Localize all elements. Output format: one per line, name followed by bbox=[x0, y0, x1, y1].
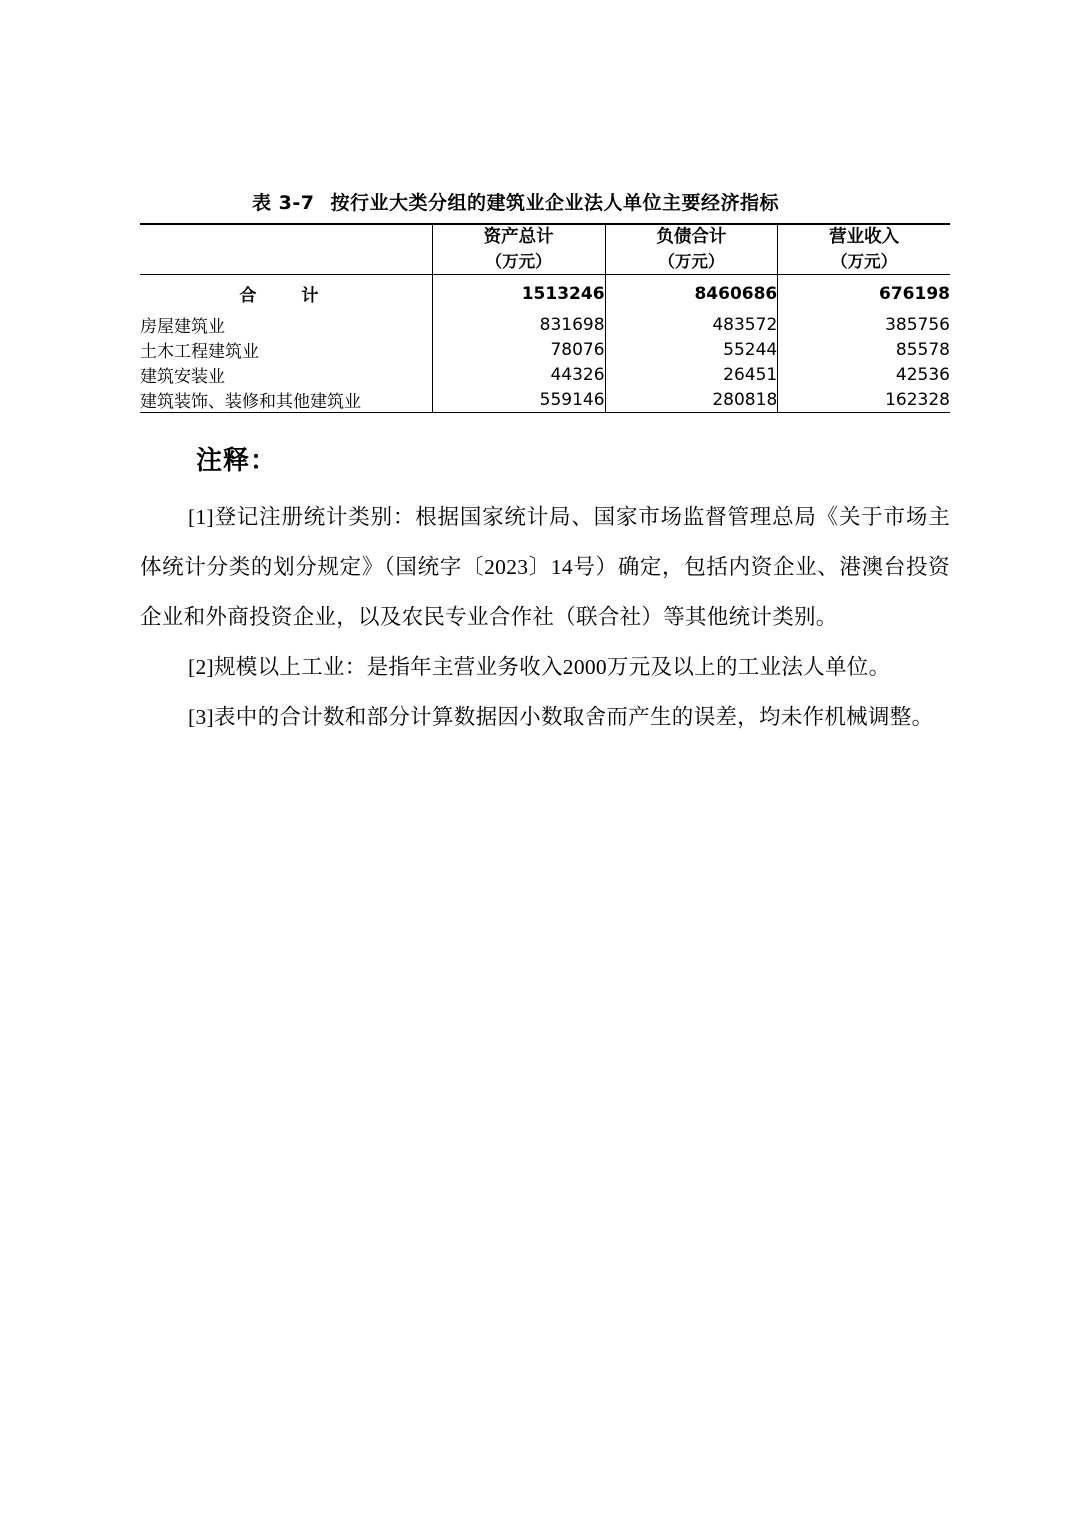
table-header-row bbox=[140, 224, 950, 275]
table-header-assets-label: 资产总计 bbox=[483, 227, 554, 247]
table-row bbox=[140, 337, 950, 362]
row-liabilities-4: 280818 bbox=[605, 387, 778, 413]
table-header-revenue-unit: （万元） bbox=[831, 252, 898, 272]
row-label-total: 合 计 bbox=[140, 275, 432, 313]
table-header-liabilities bbox=[605, 224, 778, 275]
table-header-revenue bbox=[778, 224, 950, 275]
table-bottom-rule bbox=[605, 413, 778, 414]
table-bottom-rule-row bbox=[140, 413, 950, 414]
statistics-table bbox=[140, 223, 950, 413]
notes-title: 注释： bbox=[196, 446, 278, 476]
table-caption-title: 按行业大类分组的建筑业企业法人单位主要经济指标 bbox=[330, 192, 779, 214]
table-body bbox=[140, 275, 950, 414]
row-label-2: 土木工程建筑业 bbox=[140, 342, 259, 363]
row-revenue-4: 162328 bbox=[778, 387, 950, 413]
table-bottom-rule bbox=[432, 413, 605, 414]
table-row bbox=[140, 362, 950, 387]
table-caption-number: 表 3-7 bbox=[252, 192, 315, 214]
note-item-2: [2]规模以上工业：是指年主营业务收入2000万元及以上的工业法人单位。 bbox=[188, 655, 891, 679]
row-assets-2: 78076 bbox=[432, 337, 605, 362]
row-liabilities-3: 26451 bbox=[605, 362, 778, 387]
table-row bbox=[140, 275, 950, 313]
row-liabilities-total: 8460686 bbox=[605, 275, 778, 313]
table-bottom-rule bbox=[778, 413, 950, 414]
row-liabilities-1: 483572 bbox=[605, 312, 778, 337]
note-item-1: [1]登记注册统计类别：根据国家统计局、国家市场监督管理总局《关于市场主体统计分类的划分规定》（国统字〔2023〕14号）确定，包括内资企业、港澳台投资企业和外商投资企业，以及农民专业合作社（联合社）等其他统计类别。 bbox=[140, 505, 950, 629]
note-item-3: [3]表中的合计数和部分计算数据因小数取舍而产生的误差，均未作机械调整。 bbox=[188, 705, 934, 729]
table-header-liabilities-unit: （万元） bbox=[658, 252, 725, 272]
row-label-3: 建筑安装业 bbox=[140, 367, 225, 388]
row-label-4: 建筑装饰、装修和其他建筑业 bbox=[140, 392, 361, 413]
row-assets-3: 44326 bbox=[432, 362, 605, 387]
statistics-table-block bbox=[140, 188, 950, 413]
table-row bbox=[140, 312, 950, 337]
table-row bbox=[140, 387, 950, 413]
row-label-1: 房屋建筑业 bbox=[140, 317, 225, 338]
table-header-revenue-label: 营业收入 bbox=[829, 227, 900, 247]
row-assets-4: 559146 bbox=[432, 387, 605, 413]
row-assets-total: 1513246 bbox=[432, 275, 605, 313]
table-header-liabilities-label: 负债合计 bbox=[656, 227, 727, 247]
row-revenue-1: 385756 bbox=[778, 312, 950, 337]
table-header bbox=[140, 224, 950, 275]
table-header-blank bbox=[140, 224, 432, 275]
row-revenue-total: 676198 bbox=[778, 275, 950, 313]
row-liabilities-2: 55244 bbox=[605, 337, 778, 362]
row-revenue-3: 42536 bbox=[778, 362, 950, 387]
table-bottom-rule bbox=[140, 413, 432, 414]
table-caption bbox=[140, 188, 950, 215]
table-header-assets-unit: （万元） bbox=[485, 252, 552, 272]
row-assets-1: 831698 bbox=[432, 312, 605, 337]
row-revenue-2: 85578 bbox=[778, 337, 950, 362]
table-header-assets bbox=[432, 224, 605, 275]
notes-body bbox=[140, 492, 950, 742]
